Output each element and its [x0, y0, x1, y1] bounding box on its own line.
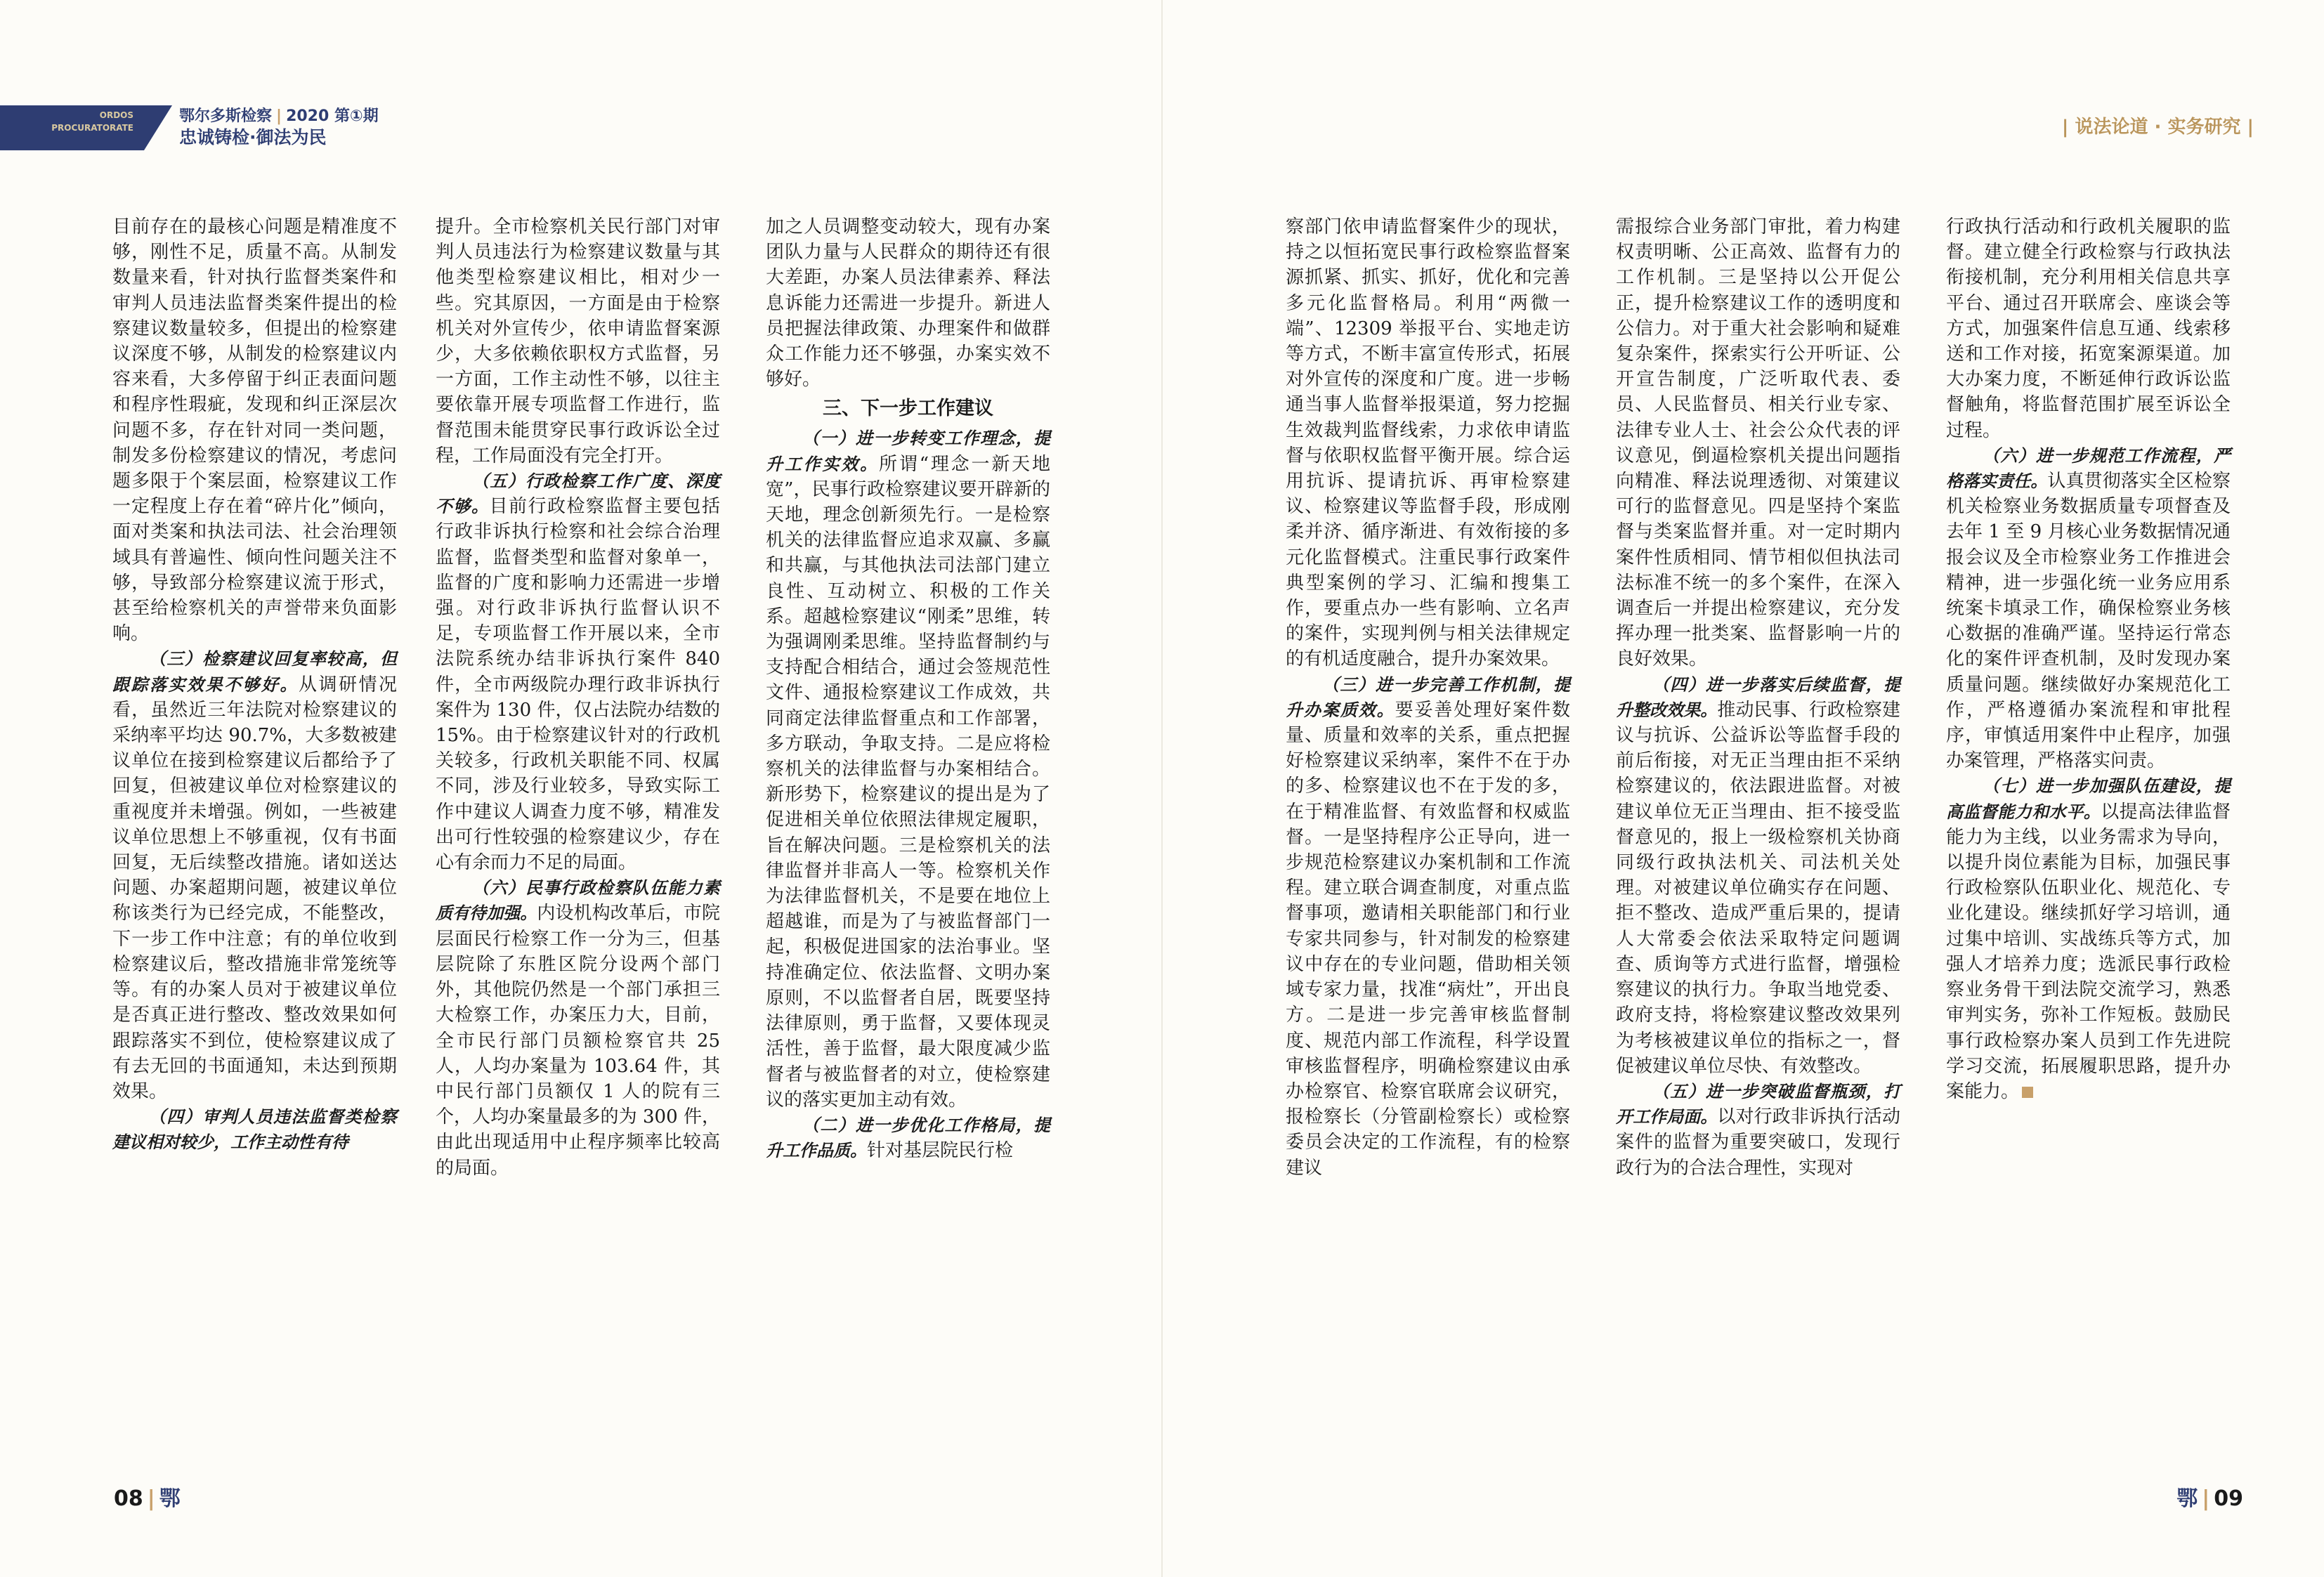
paragraph	[436, 875, 720, 1180]
column-6	[1946, 214, 2231, 1104]
folio-logo-mark: 鄂	[2176, 1486, 2198, 1511]
page-number-08: 08	[114, 1486, 143, 1511]
paragraph-text: 目前存在的最核心问题是精准度不够，刚性不足，质量不高。从制发数量来看，针对执行监督类案件和审判人员违法监督类案件提出的检察建议数量较多，但提出的检察建议深度不够，从制发的检察建议内容来看，大多停留于纠正表面问题和程序性瑕疵，发现和纠正深层次问题不多，存在针对同一类问题，制发多份检察建议的情况，考虑问题多限于个案层面，检察建议工作一定程度上存在着“碎片化”倾向，面对类案和执法司法、社会治理领域具有普遍性、倾向性问题关注不够，导致部分检察建议流于形式，甚至给检察机关的声誉带来负面影响。	[112, 216, 397, 645]
column-5	[1616, 214, 1900, 1181]
paragraph-text: 针对基层院民行检	[867, 1140, 1014, 1162]
subheading: （五）行政检察工作广度、深度不够。	[436, 471, 720, 517]
paragraph-text: 内设机构改革后，市院层面民行检察工作一分为三，但基层院除了东胜区院分设两个部门外，其他院仍然是一个部门承担三大检察工作，办案压力大，目前，全市民行部门员额检察官共 25 人，人均办案量为 103.64 件，其中民行部门员额仅 1 人的院有三个，人均办案量最多的为 300 件，由此出现适用中止程序频率比较高的局面。	[436, 903, 720, 1179]
header-band-wedge	[144, 105, 172, 150]
paragraph-text: 加之人员调整变动较大，现有办案团队力量与人民群众的期待还有很大差距，办案人员法律素养、释法息诉能力还需进一步提升。新进人员把握法律政策、办理案件和做群众工作能力还不够强，办案实效不够好。	[766, 216, 1050, 391]
paragraph-text: 所谓“理念一新天地宽”，民事行政检察建议要开辟新的天地，理念创新须先行。一是检察机关的法律监督应追求双赢、多赢和共赢，与其他执法司法部门建立良性、互动树立、积极的工作关系。超越检察建议“刚柔”思维，转为强调刚柔思维。坚持监督制约与支持配合相结合，通过会签规范性文件、通报检察建议工作成效，共同商定法律监督重点和工作部署，多方联动，争取支持。二是应将检察机关的法律监督与办案相结合。新形势下，检察建议的提出是为了促进相关单位依照法律规定履职，旨在解决问题。三是检察机关的法律监督并非高人一等。检察机关作为法律监督机关，不是要在地位上超越谁，而是为了与被监督部门一起，积极促进国家的法治事业。坚持准确定位、依法监督、文明办案原则，不以监督者自居，既要坚持法律原则，勇于监督，又要体现灵活性，善于监督，最大限度减少监督者与被监督者的对立，使检察建议的落实更加主动有效。	[766, 453, 1050, 1111]
paragraph	[766, 1113, 1050, 1163]
paragraph	[112, 646, 397, 1104]
paragraph-text: 察部门依申请监督案件少的现状，持之以恒拓宽民事行政检察监督案源抓紧、抓实、抓好，优化和完善多元化监督格局。利用“两微一端”、12309 举报平台、实地走访等方式，不断丰富宣传形式，拓展对外宣传的深度和广度。进一步畅通当事人监督举报渠道，努力挖掘生效裁判监督线索，力求依申请监督与依职权监督平衡开展。综合运用抗诉、提请抗诉、再审检察建议、检察建议等监督手段，形成刚柔并济、循序渐进、有效衔接的多元化监督模式。注重民事行政案件典型案例的学习、汇编和搜集工作，要重点办一些有影响、立名声的案件，实现判例与相关法律规定的有机适度融合，提升办案效果。	[1286, 216, 1570, 670]
paragraph	[1616, 672, 1900, 1079]
paragraph	[766, 214, 1050, 392]
subheading: （七）进一步加强队伍建设，提高监督能力和水平。	[1946, 776, 2231, 822]
issue-label: 2020 第①期	[286, 107, 379, 125]
paragraph-text: 提升。全市检察机关民行部门对审判人员违法行为检察建议数量与其他类型检察建议相比，相对少一些。究其原因，一方面是由于检察机关对外宣传少，依申请监督案源少，大多依赖依职权方式监督，另一方面，工作主动性不够，以往主要依靠开展专项监督工作进行，监督范围未能贯穿民事行政诉讼全过程，工作局面没有完全打开。	[436, 216, 720, 466]
subheading: （六）民事行政检察队伍能力素质有待加强。	[436, 878, 720, 924]
column-2	[436, 214, 720, 1181]
column-3	[766, 214, 1050, 1163]
folio-divider: |	[2202, 1486, 2210, 1511]
column-1	[112, 214, 397, 1156]
page-number-right	[2176, 1481, 2243, 1512]
paragraph-text: 需报综合业务部门审批，着力构建权责明晰、公正高效、监督有力的工作机制。三是坚持以公开促公正，提升检察建议工作的透明度和公信力。对于重大社会影响和疑难复杂案件，探索实行公开听证、公开宣告制度，广泛听取代表、委员、人民监督员、相关行业专家、法律专业人士、社会公众代表的评议意见，倒逼检察机关提出问题指向精准、释法说理透彻、对策建议可行的监督意见。四是坚持个案监督与类案监督并重。对一定时期内案件性质相同、情节相似但执法司法标准不统一的多个案件，在深入调查后一并提出检察建议，充分发挥办理一批类案、监督影响一片的良好效果。	[1616, 216, 1900, 670]
subheading: （三）进一步完善工作机制，提升办案质效。	[1286, 674, 1570, 720]
paragraph	[436, 214, 720, 469]
band-text-1: ORDOS	[99, 110, 133, 120]
paragraph	[112, 1104, 397, 1155]
subheading: （三）检察建议回复率较高，但跟踪落实效果不够好。	[112, 649, 397, 695]
magazine-name: 鄂尔多斯检察	[179, 107, 273, 125]
folio-divider: |	[147, 1486, 155, 1511]
paragraph	[1286, 672, 1570, 1181]
paragraph	[112, 214, 397, 646]
paragraph	[1616, 1079, 1900, 1181]
paragraph-text: 以提高法律监督能力为主线，以业务需求为导向，以提升岗位素能为目标，加强民事行政检察队伍职业化、规范化、专业化建设。继续抓好学习培训，通过集中培训、实战练兵等方式，加强人才培养力度；选派民事行政检察业务骨干到法院交流学习，熟悉审判实务，弥补工作短板。鼓励民事行政检察办案人员到工作先进院学习交流，拓展履职思路，提升办案能力。	[1946, 801, 2231, 1102]
paragraph	[766, 426, 1050, 1112]
paragraph	[1286, 214, 1570, 672]
paragraph	[1946, 443, 2231, 774]
section-title: | 说法论道 · 实务研究 |	[2061, 117, 2254, 138]
paragraph-text: 认真贯彻落实全区检察机关检察业务数据质量专项督查及去年 1 至 9 月核心业务数据情况通报会议及全市检察业务工作推进会精神，进一步强化统一业务应用系统案卡填录工作，确保检察业务核心数据的准确严谨。坚持运行常态化的案件评查机制，及时发现办案质量问题。继续做好办案规范化工作，严格遵循办案流程和审批程序，审慎适用案件中止程序，加强办案管理，严格落实问责。	[1946, 471, 2231, 772]
paragraph-text: 目前行政检察监督主要包括行政非诉执行检察和社会综合治理监督，监督类型和监督对象单一，监督的广度和影响力还需进一步增强。对行政非诉执行监督认识不足，专项监督工作开展以来，全市法院系统办结非诉执行案件 840 件，全市两级院办理行政非诉执行案件为 130 件，仅占法院办结数的 15%。由于检察建议针对的行政机关较多，行政机关职能不同、权属不同，涉及行业较多，导致实际工作中建议人调查力度不够，精准发出可行性较强的检察建议少，存在心有余而力不足的局面。	[436, 496, 720, 874]
paragraph-text: 要妥善处理好案件数量、质量和效率的关系，重点把握好检察建议采纳率，案件不在于办的多、检察建议也不在于发的多，在于精准监督、有效监督和权威监督。一是坚持程序公正导向，进一步规范检察建议办案机制和工作流程。建立联合调查制度，对重点监督事项，邀请相关职能部门和行业专家共同参与，针对制发的检察建议中存在的专业问题，借助相关领域专家力量，找准“病灶”，开出良方。二是进一步完善审核监督制度、规范内部工作流程，科学设置审核监督程序，明确检察建议由承办检察官、检察官联席会议研究，报检察长（分管副检察长）或检察委员会决定的工作流程，有的检察建议	[1286, 699, 1570, 1179]
page-number-09: 09	[2214, 1486, 2243, 1511]
subheading: （二）进一步优化工作格局，提升工作品质。	[766, 1115, 1050, 1161]
magazine-header	[179, 107, 379, 149]
header-band-text	[0, 109, 133, 134]
page-number-left	[114, 1481, 181, 1512]
subheading: （五）进一步突破监督瓶颈，打开工作局面。	[1616, 1081, 1900, 1127]
subheading: （四）审判人员违法监督类检察建议相对较少，工作主动性有待	[112, 1107, 397, 1153]
slogan: 忠诚铸检·御法为民	[179, 127, 327, 148]
page-spine	[1161, 0, 1163, 1577]
folio-logo-mark: 鄂	[159, 1486, 181, 1511]
paragraph	[1946, 214, 2231, 443]
section-heading: 三、下一步工作建议	[823, 398, 993, 420]
header-divider: |	[276, 107, 282, 125]
column-4	[1286, 214, 1570, 1181]
paragraph-text: 从调研情况看，虽然近三年法院对检察建议的采纳率平均达 90.7%，大多数被建议单位在接到检察建议后都给予了回复，但被建议单位对检察建议的重视度并未增强。例如，一些被建议单位思想上不够重视，仅有书面回复，无后续整改措施。诸如送达问题、办案超期问题，被建议单位称该类行为已经完成，不能整改，下一步工作中注意；有的单位收到检察建议后，整改措施非常笼统等等。有的办案人员对于被建议单位是否真正进行整改、整改效果如何跟踪落实不到位，使检察建议成了有去无回的书面通知，未达到预期效果。	[112, 674, 397, 1102]
subheading: （一）进一步转变工作理念，提升工作实效。	[766, 428, 1050, 474]
subheading: （四）进一步落实后续监督，提升整改效果。	[1616, 674, 1900, 720]
paragraph-text: 行政执行活动和行政机关履职的监督。建立健全行政检察与行政执法衔接机制，充分利用相关信息共享平台、通过召开联席会、座谈会等方式，加强案件信息互通、线索移送和工作对接，拓宽案源渠道。加大办案力度，不断延伸行政诉讼监督触角，将监督范围扩展至诉讼全过程。	[1946, 216, 2231, 441]
paragraph	[1946, 773, 2231, 1104]
paragraph-text: 以对行政非诉执行活动案件的监督为重要突破口，发现行政行为的合法合理性，实现对	[1616, 1106, 1900, 1179]
paragraph	[1616, 214, 1900, 672]
paragraph-text: 推动民事、行政检察建议与抗诉、公益诉讼等监督手段的前后衔接，对无正当理由拒不采纳检察建议的，依法跟进监督。对被建议单位无正当理由、拒不接受监督意见的，报上一级检察机关协商同级行政执法机关、司法机关处理。对被建议单位确实存在问题、拒不整改、造成严重后果的，提请人大常委会依法采取特定问题调查、质询等方式进行监督，增强检察建议的执行力。争取当地党委、政府支持，将检察建议整改效果列为考核被建议单位的指标之一，督促被建议单位尽快、有效整改。	[1616, 699, 1900, 1077]
subheading: （六）进一步规范工作流程，严格落实责任。	[1946, 445, 2231, 492]
end-mark-icon	[2022, 1087, 2033, 1098]
band-text-2: PROCURATORATE	[51, 123, 133, 133]
paragraph	[436, 469, 720, 875]
